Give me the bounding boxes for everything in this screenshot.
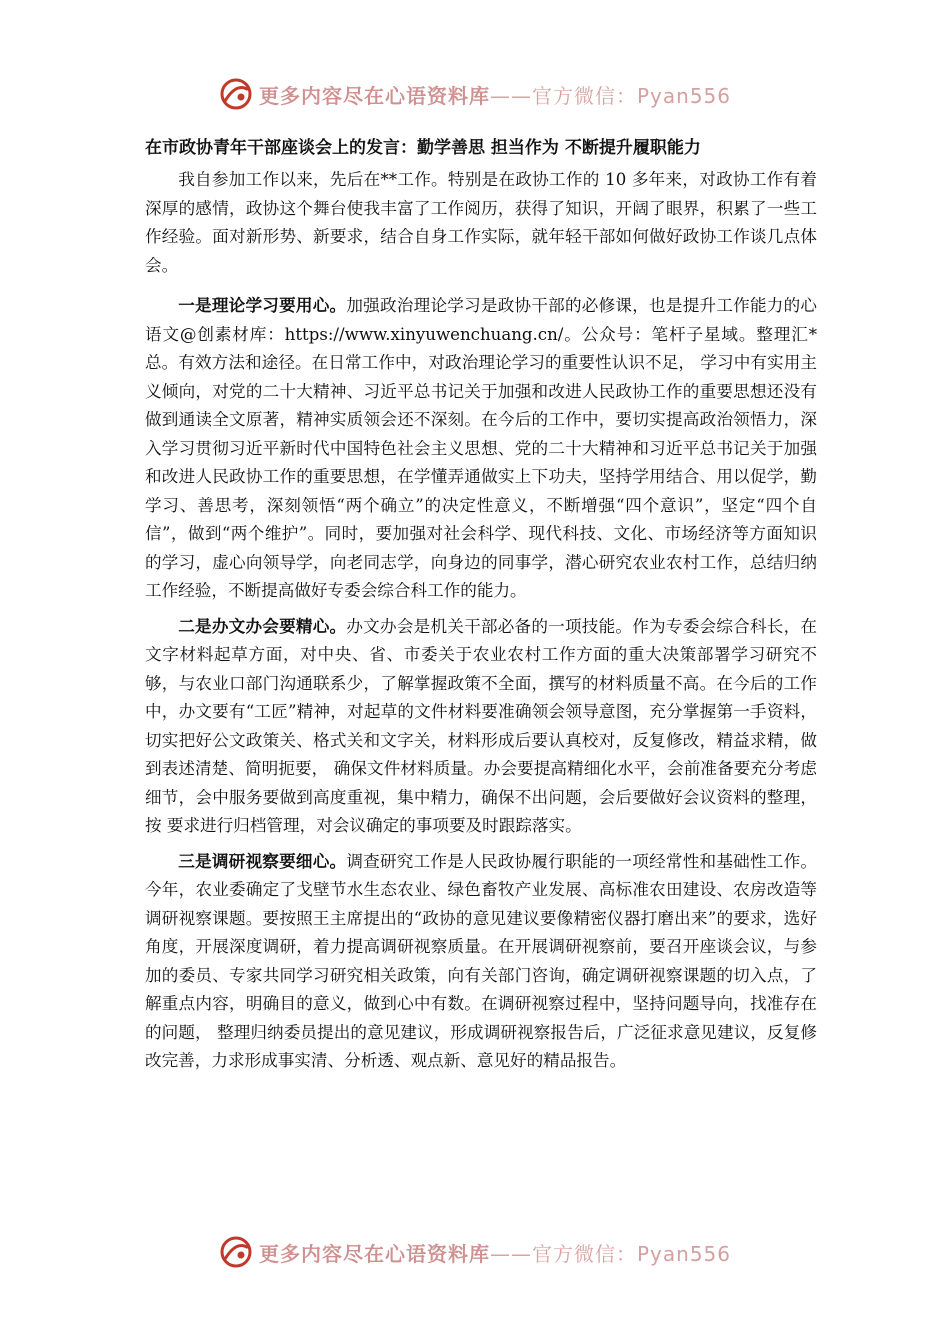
section-paragraph-3 [145,848,817,1076]
footer-banner-text [259,1238,731,1267]
brand-logo-icon [219,77,253,111]
header-separator: —— [489,83,532,108]
section-body-1: 加强政治理论学习是政协干部的必修课，也是提升工作能力的心语文@创素材库：https://www.xinyuwenchuang.cn/。公众号：笔杆子星域。整理汇*总。有效方法和途径。在日常工作中，对政治理论学习的重要性认识不足， 学习中有实用主义倾向，对党的二十大精神、习近平总书记关于加强和改进人民政协工作的重要思想还没有做到通读全文原著，精神实质领会还不深刻。在今后的工作中，要切实提高政治领悟力，深入学习贯彻习近平新时代中国特色社会主义思想、党的二十大精神和习近平总书记关于加强和改进人民政协工作的重要思想，在学懂弄通做实上下功夫，坚持学用结合、用以促学，勤学习、善思考，深刻领悟“两个确立”的决定性意义，不断增强“四个意识”，坚定“四个自信”，做到“两个维护”。同时，要加强对社会科学、现代科技、文化、市场经济等方面知识的学习，虚心向领导学，向老同志学，向身边的同事学，潜心研究农业农村工作，总结归纳工作经验，不断提高做好专委会综合科工作的能力。 [145,296,818,600]
header-label: 官方微信： [531,83,637,108]
section-lead-1: 一是理论学习要用心。 [178,296,347,315]
section-paragraph-1 [145,292,817,606]
intro-paragraph: 我自参加工作以来，先后在**工作。特别是在政协工作的 10 多年来，对政协工作有着深厚的感情，政协这个舞台使我丰富了工作阅历，获得了知识，开阔了眼界，积累了一些工作经验。面对新形势、新要求，结合自身工作实际，就年轻干部如何做好政协工作谈几点体会。 [145,170,817,275]
footer-banner [0,1232,950,1272]
header-brand: 更多内容尽在心语资料库 [258,83,490,108]
footer-label: 官方微信： [531,1241,637,1266]
document-body [145,134,817,1083]
section-lead-3: 三是调研视察要细心。 [178,851,347,871]
section-lead-2: 二是办文办会要精心。 [178,616,347,636]
footer-wechat-id: Pyan556 [636,1241,731,1266]
section-body-3: 调查研究工作是人民政协履行职能的一项经常性和基础性工作。今年，农业委确定了戈壁节水生态农业、绿色畜牧产业发展、高标准农田建设、农房改造等调研视察课题。要按照王主席提出的“政协的意见建议要像精密仪器打磨出来”的要求，选好角度，开展深度调研，着力提高调研视察质量。在开展调研视察前，要召开座谈会议，与参加的委员、专家共同学习研究相关政策，向有关部门咨询，确定调研视察课题的切入点，了解重点内容，明确目的意义，做到心中有数。在调研视察过程中，坚持问题导向，找准存在的问题， 整理归纳委员提出的意见建议，形成调研视察报告后，广泛征求意见建议，反复修改完善，力求形成事实清、分析透、观点新、意见好的精品报告。 [145,851,818,1070]
header-wechat-id: Pyan556 [636,83,731,108]
section-body-2: 办文办会是机关干部必备的一项技能。作为专委会综合科长，在文字材料起草方面，对中央、省、市委关于农业农村工作方面的重大决策部署学习研究不够，与农业口部门沟通联系少，了解掌握政策不全面，撰写的材料质量不高。在今后的工作中，办文要有“工匠”精神，对起草的文件材料要准确领会领导意图，充分掌握第一手资料，切实把好公文政策关、格式关和文字关，材料形成后要认真校对，反复修改，精益求精，做到表述清楚、简明扼要， 确保文件材料质量。办会要提高精细化水平，会前准备要充分考虑细节，会中服务要做到高度重视，集中精力，确保不出问题，会后要做好会议资料的整理，按 要求进行归档管理，对会议确定的事项要及时跟踪落实。 [145,616,818,835]
header-banner [0,74,950,114]
header-banner-text [259,80,731,109]
document-title: 在市政协青年干部座谈会上的发言：勤学善思 担当作为 不断提升履职能力 [145,138,701,158]
section-paragraph-2 [145,613,817,841]
footer-separator: —— [489,1241,532,1266]
brand-logo-icon [219,1235,253,1269]
footer-brand: 更多内容尽在心语资料库 [258,1241,490,1266]
